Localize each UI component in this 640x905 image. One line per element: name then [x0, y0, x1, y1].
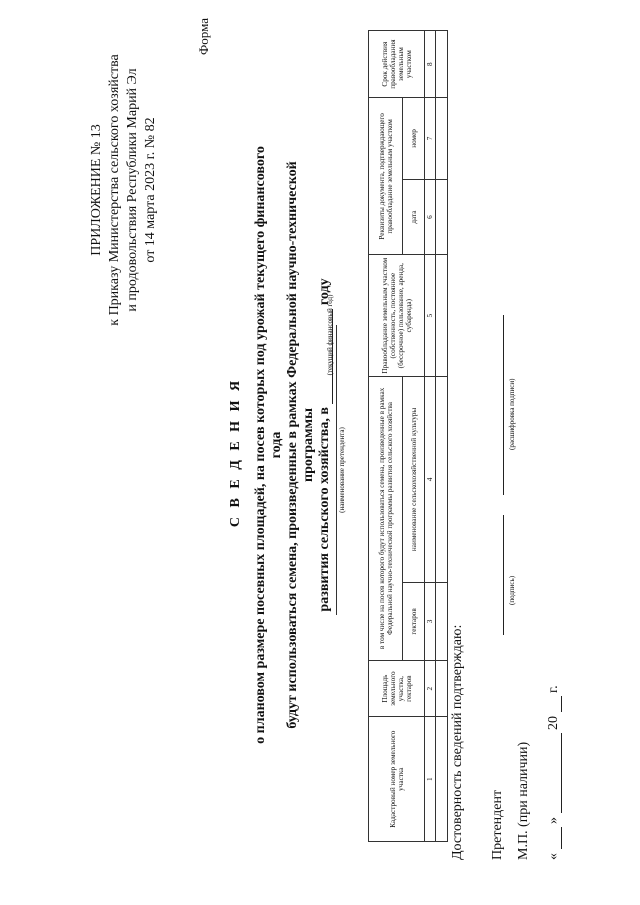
subtitle-line-3-start: развития сельского хозяйства, в: [317, 407, 332, 612]
sown-area-table: [368, 30, 448, 842]
header-seed-area-group: в том числе на посев которого будут использоваться семена, произведенные в рамках Федеральной научно-технической программы развития сельского хозяйства: [369, 376, 403, 660]
table-cell[interactable]: [436, 31, 448, 98]
header-line-ministry: к Приказу Министерства сельского хозяйства: [107, 54, 122, 326]
date-line: [546, 685, 562, 860]
signature-line[interactable]: [503, 515, 504, 635]
column-number: 2: [425, 660, 436, 716]
date-year-suffix: г.: [546, 685, 561, 693]
header-doc-date: дата: [403, 179, 425, 255]
table-cell[interactable]: [436, 582, 448, 660]
header-ownership: Правообладание земельным участком (собственность, постоянное (бессрочное) пользование, аренда, субаренда): [369, 255, 425, 376]
header-line-order: от 14 марта 2023 г. № 82: [143, 117, 158, 263]
date-quote-open: «: [546, 853, 561, 860]
signature-decoding-line[interactable]: [503, 315, 504, 495]
column-number: 1: [425, 717, 436, 842]
applicant-name-caption: (наименование претендента): [336, 325, 346, 615]
table-cell[interactable]: [436, 179, 448, 255]
document-title: С В Е Д Е Н И Я: [228, 377, 243, 528]
table-cell[interactable]: [436, 660, 448, 716]
confirmation-text: Достоверность сведений подтверждаю:: [450, 624, 465, 860]
subtitle-line-1: о плановом размере посевных площадей, на посев которых под урожай текущего финансового года: [253, 146, 284, 744]
header-plot-area: Площадь земельного участка, гектаров: [369, 660, 425, 716]
header-hectares: гектаров: [403, 582, 425, 660]
subtitle-line-3: [317, 145, 333, 745]
decoding-caption: (расшифровка подписи): [508, 378, 516, 450]
column-number: 7: [425, 98, 436, 179]
appendix-number: ПРИЛОЖЕНИЕ № 13: [89, 124, 104, 256]
header-document-details: Реквизиты документа, подтверждающего правообладание земельным участком: [369, 98, 403, 255]
document-header: [88, 20, 160, 360]
subtitle-line-3-end: году: [317, 278, 332, 306]
year-caption: (текущий финансовый год): [326, 294, 334, 376]
seal-label: М.П. (при наличии): [516, 741, 531, 860]
header-ownership-term: Срок действия правообладания земельным участком: [369, 31, 425, 98]
table-cell[interactable]: [436, 255, 448, 376]
table-cell[interactable]: [436, 376, 448, 582]
table-cell[interactable]: [436, 98, 448, 179]
date-month-field[interactable]: [548, 734, 562, 814]
date-day-field[interactable]: [548, 828, 562, 850]
subtitle-line-2: будут использоваться семена, произведенные в рамках Федеральной научно-технической программы: [285, 161, 316, 729]
column-number: 4: [425, 376, 436, 582]
table-cell[interactable]: [436, 717, 448, 842]
column-number: 5: [425, 255, 436, 376]
column-number: 6: [425, 179, 436, 255]
column-number: 3: [425, 582, 436, 660]
form-label: Форма: [196, 18, 211, 55]
date-quote-close: »: [546, 817, 561, 824]
header-line-republic: и продовольствия Республики Марий Эл: [125, 68, 140, 312]
header-crop-name: наименование сельскохозяйственной культуры: [403, 376, 425, 582]
applicant-label: Претендент: [490, 789, 505, 860]
header-cadastral-number: Кадастровый номер земельного участка: [369, 717, 425, 842]
column-number: 8: [425, 31, 436, 98]
signature-caption: (подпись): [508, 575, 516, 605]
header-doc-number: номер: [403, 98, 425, 179]
document-subtitle: [253, 145, 333, 745]
date-year-prefix: 20: [546, 716, 561, 730]
date-year-field[interactable]: [548, 697, 562, 713]
